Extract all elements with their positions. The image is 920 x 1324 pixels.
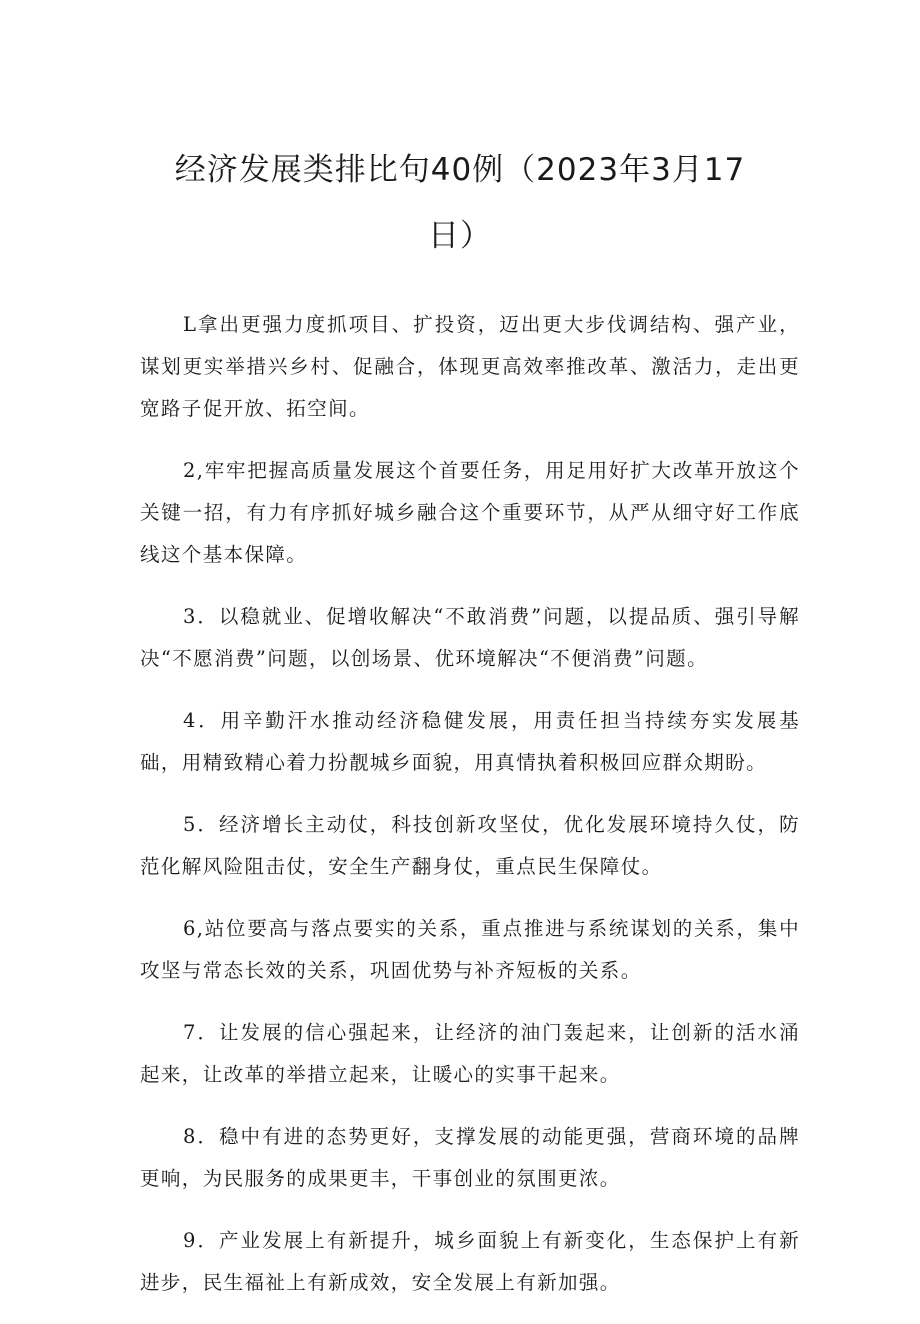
paragraph-8: 8．稳中有进的态势更好，支撑发展的动能更强，营商环境的品牌更响，为民服务的成果更丰，干事创业的氛围更浓。: [140, 1125, 800, 1190]
paragraph-2: 2,牢牢把握高质量发展这个首要任务，用足用好扩大改革开放这个关键一招，有力有序抓好城乡融合这个重要环节，从严从细守好工作底线这个基本保障。: [140, 459, 800, 566]
paragraph-9: 9．产业发展上有新提升，城乡面貌上有新变化，生态保护上有新进步，民生福祉上有新成效，安全发展上有新加强。: [140, 1229, 800, 1294]
document-title-line-2: 日）: [428, 218, 492, 254]
document-body: [140, 304, 800, 1324]
paragraph-3: 3．以稳就业、促增收解决“不敢消费”问题，以提品质、强引导解决“不愿消费”问题，以创场景、优环境解决“不便消费”问题。: [140, 605, 800, 670]
document-title-line-1: 经济发展类排比句40例（2023年3月17: [174, 152, 746, 188]
paragraph-6: 6,站位要高与落点要实的关系，重点推进与系统谋划的关系，集中攻坚与常态长效的关系，巩固优势与补齐短板的关系。: [140, 917, 800, 982]
paragraph-4: 4．用辛勤汗水推动经济稳健发展，用责任担当持续夯实发展基础，用精致精心着力扮靓城乡面貌，用真情执着积极回应群众期盼。: [140, 709, 800, 774]
paragraph-1: L拿出更强力度抓项目、扩投资，迈出更大步伐调结构、强产业，谋划更实举措兴乡村、促融合，体现更高效率推改革、激活力，走出更宽路子促开放、拓空间。: [140, 313, 800, 420]
paragraph-7: 7．让发展的信心强起来，让经济的油门轰起来，让创新的活水涌起来，让改革的举措立起来，让暖心的实事干起来。: [140, 1021, 800, 1086]
paragraph-5: 5．经济增长主动仗，科技创新攻坚仗，优化发展环境持久仗，防范化解风险阻击仗，安全生产翻身仗，重点民生保障仗。: [140, 813, 800, 878]
